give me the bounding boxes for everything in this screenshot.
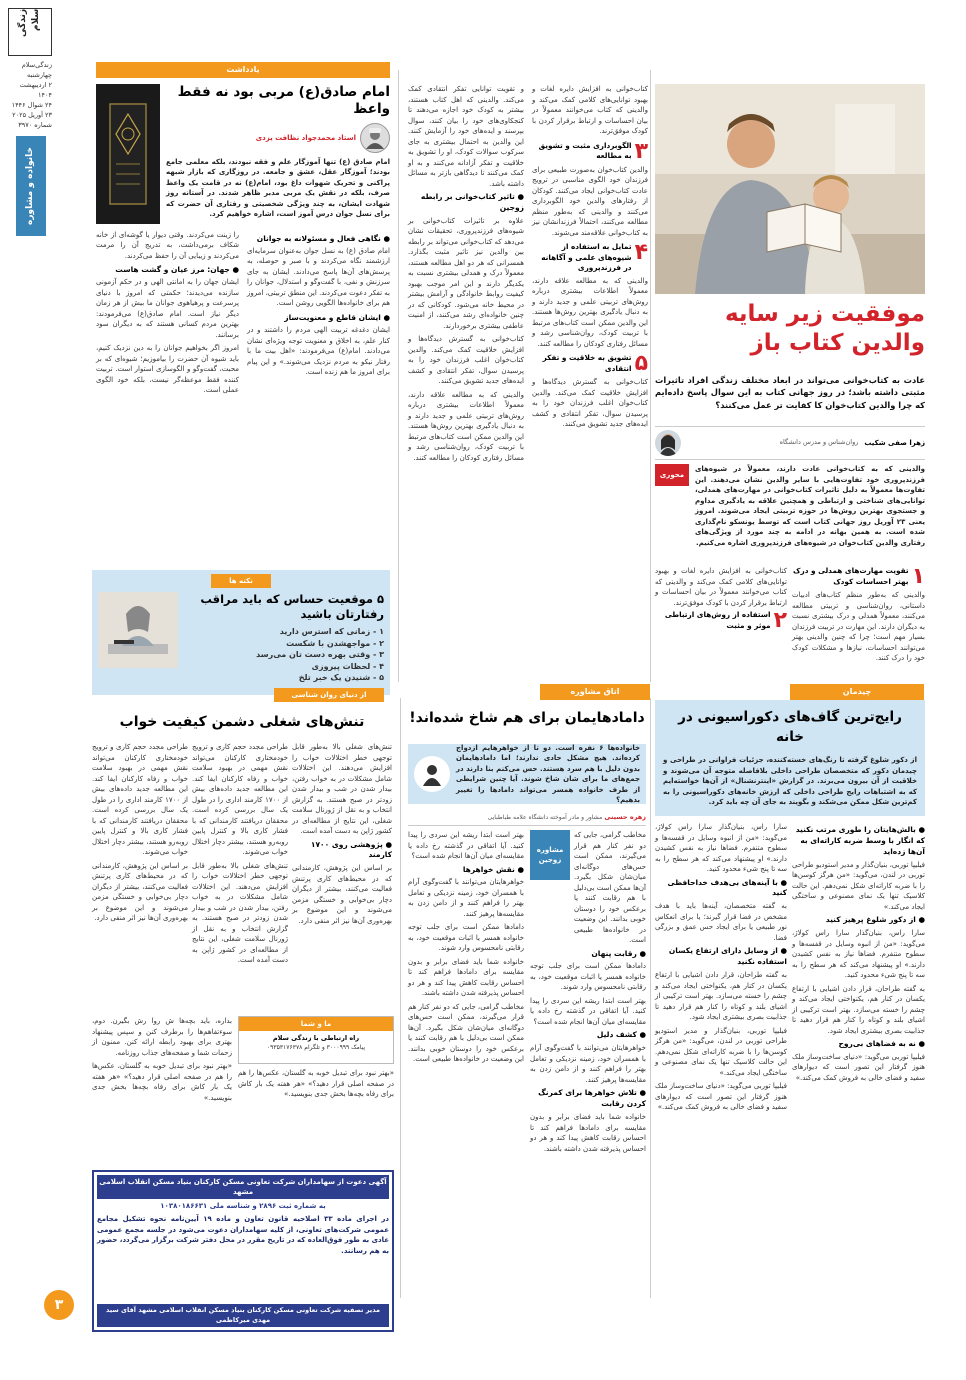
grooms-col-right [530, 830, 646, 1300]
grooms-col-left [408, 830, 524, 1300]
memo-illustration [96, 84, 160, 224]
decor-p4: فیلیپا توربی می‌گوید: «دنیای ساخت‌وساز ملک هنوز گرفتار این تصور است که دیوارهای سفید و فضای خالی به فروش کمک می‌کند.» [792, 1052, 925, 1082]
tip-photo [98, 592, 178, 668]
memo-section [96, 62, 390, 567]
readers-col-b [92, 1016, 232, 1166]
item-text: والدینی که به‌طور منظم کتاب‌های ادبیات داستانی، روان‌شناسی و تربیتی مطالعه می‌کنند، معمولاً همدلی و درک بیشتری نسبت به دیگران دارند. این مهارت در تربیت فرزندان بسیار مهم است؛ چرا که چنین والدینی بهتر می‌توانند احساسات، نیازها و مشکلات کودک خود را درک کنند. [792, 591, 925, 662]
memo-author: استاد محمدجواد نظافت یزدی [255, 133, 356, 142]
main-photo [655, 84, 925, 294]
grooms-p2: دامادها ممکن است برای جلب توجه خانواده همسر یا اثبات موقعیت خود، به رقابتی نامحسوس وارد شوند. [530, 962, 646, 992]
tip-item: ۲ - مواجهشدن با شکست [286, 638, 384, 648]
grooms-author: زهره حسینی مشاور و مادر آموخته دانشگاه علامه طباطبایی [408, 812, 646, 826]
main-col-b [408, 84, 524, 674]
item-number: ۵ [634, 351, 648, 377]
decor-h2: ● از دکور شلوغ پرهیز کنید [825, 915, 925, 925]
memo-h1: ● نگاهی فعال و مسئولانه به جوانان [256, 233, 390, 243]
grooms-p3: بهتر است ابتدا ریشه این سردی را پیدا کنید. آیا اتفاقی در گذشته رخ داده یا مقایسه‌ای میان آن‌ها انجام شده است؟ [530, 996, 646, 1026]
tip-item: ۱ - زمانی که استرس دارید [279, 627, 384, 637]
grooms-p1b: مخاطب گرامی، جایی که دو نفر کنار هم قرار می‌گیرند، ممکن است حس‌های دوگانه‌ای میان‌شان شکل بگیرد. آن‌ها ممکن است بی‌دلیل با هم رقابت کنند یا برعکس خود را دوستان خوبی بدانند. این وضعیت در خانواده‌ها طبیعی است. [408, 1002, 524, 1064]
memo-title: امام صادق(ع) مربی بود نه فقط واعظ [177, 83, 390, 118]
grooms-p4: خواهرهایتان می‌توانند با گفت‌وگوی آرام با همسران خود، زمینه نزدیکی و تعامل بهتر را فراهم کنند و از دامن زدن به مقایسه‌ها پرهیز کنند. [530, 1044, 646, 1084]
masthead-date-greg: ۲۳ آوریل ۲۰۲۵ [12, 111, 52, 120]
main-axis-box [655, 464, 925, 560]
main-axis-text: والدینی که به کتاب‌خوانی عادت دارند، معمولاً در شیوه‌های فرزندپروری خود تفاوت‌هایی با سایر والدین نشان می‌دهند. این تفاوت‌ها معمولاً به دلیل تاثیرات کتاب‌خوانی در مهارت‌های همدلی، توانایی‌های شناختی و ارتباطی و همچنین علاقه به یادگیری مداوم و جستجوی بهترین روش‌ها در حوزه تربیتی ایجاد می‌شوند. امروز یعنی ۲۳ آوریل روز جهانی کتاب است که توسط یونسکو نام‌گذاری شده است. به همین بهانه در ادامه به چند مورد از ویژگی‌های رفتاری والدین کتاب‌خوان در شیوه‌های فرزندپروری اشاره می‌کنیم. [695, 465, 925, 547]
masthead-date-fa: ۲ اردیبهشت ۱۴۰۴ [19, 81, 52, 100]
sleep-col-mid [192, 742, 288, 1007]
main-col-a [532, 84, 648, 674]
decor-p3b: به گفته طراحان، قرار دادن اشیایی با ارتفاع یکسان در کنار هم، یکنواختی ایجاد می‌کند و چشم را خسته می‌سازد. بهتر است ترکیبی از اشیای بلند و کوتاه را کنار هم قرار دهید تا جذابیت بصری بیشتری ایجاد شود. [655, 971, 787, 1021]
decor-p2: سارا راس، بنیان‌گذار سارا راس کولاژ، می‌گوید: «من از انبوه وسایل در قفسه‌ها و سطوح متنفرم. فضاها نیاز به نفس کشیدن دارند.» او پیشنهاد می‌کند که هر سطح را به سه تا پنج شیء محدود کنید. [792, 929, 925, 979]
grooms-p1: مخاطب گرامی، جایی که دو نفر کنار هم قرار می‌گیرند، ممکن است حس‌های دوگانه‌ای میان‌شان شکل بگیرد. آن‌ها ممکن است بی‌دلیل با هم رقابت کنند یا برعکس خود را دوستان خوبی بدانند. این وضعیت در خانواده‌ها طبیعی است. [574, 831, 646, 944]
grooms-p4b: خواهرهایتان می‌توانند با گفت‌وگوی آرام با همسران خود، زمینه نزدیکی و تعامل بهتر را فراهم کنند و از دامن زدن به مقایسه‌ها پرهیز کنند. [408, 878, 524, 918]
masthead-weekday: چهارشنبه [27, 71, 52, 80]
main-items-right [792, 566, 925, 678]
grooms-question-icon [414, 756, 450, 792]
sleep-p3b: بر اساس این پژوهش، کارمندانی که در محیط‌های کاری پرتنش فعالیت می‌کنند، بیشتر از دیگران دچار بی‌خوابی و خستگی مزمن می‌شوند و این موضوع بر بهره‌وری آن‌ها نیز اثر منفی دارد. [92, 861, 188, 922]
main-title-line2: والدین کتاب باز [750, 329, 925, 356]
main-mid-text: و تقویت توانایی تفکر انتقادی کمک می‌کند. والدینی که اهل کتاب هستند، بیشتر به کودک خود اجازه می‌دهند تا کنجکاوی‌های خود را بیان کنند، سوال بپرسند و ایده‌های خود را آزمایش کنند. این والدین به احتمال بیشتری به جای سرکوب سوالات کودک، او را تشویق به خلاقیت و تفکر آزادانه می‌کنند و به او کمک می‌کنند تا دیدگاهی بازتر به مسائل داشته باشد. [408, 85, 524, 188]
grooms-p3b: بهتر است ابتدا ریشه این سردی را پیدا کنید. آیا اتفاقی در گذشته رخ داده یا مقایسه‌ای میان آن‌ها انجام شده است؟ [408, 831, 524, 860]
main-title-line1: موفقیت زیر سایه [724, 301, 925, 327]
decor-p1b: فیلیپا توربی، بنیان‌گذار و مدیر استودیو طراحی توربی در لندن، می‌گوید: «من هرگز کوسن‌ها را با ضربه کاراته‌ای شکل نمی‌دهم. این حالت کلاسیک تنها یک نمای مصنوعی و ساختگی ایجاد می‌کند.» [655, 1026, 787, 1077]
tip-item: ۴ - لحظات پیروزی [311, 661, 384, 671]
sleep-col-right [292, 742, 392, 1007]
decor-p2b: سارا راس، بنیان‌گذار سارا راس کولاژ، می‌گوید: «من از انبوه وسایل در قفسه‌ها و سطوح متنفرم. فضاها نیاز به نفس کشیدن دارند.» او پیشنهاد می‌کند که هر سطح را به سه تا پنج شیء محدود کنید. [655, 823, 787, 873]
readers-text-right-b: «بهتر نبود برای تبدیل خوبه به گلستان، عکس‌ها را هم در صفحه اصلی قرار دهید؟» «هر هفته یک بار کاش برای رفاه بچه‌ها بخش جدی بنویسید.» [92, 1062, 232, 1102]
decor-p5: به گفته متخصصان، آینه‌ها باید با هدف مشخص در فضا قرار گیرند؛ یا برای انعکاس نور طبیعی یا برای ایجاد حس عمق و بزرگی فضا. [655, 902, 787, 942]
decor-col-right [792, 822, 925, 1292]
item-text: کتاب‌خوانی به افزایش دایره لغات و بهبود توانایی‌های کلامی کمک می‌کند و والدینی که کتاب می‌خوانند معمولاً در بیان احساسات و ارتباط برقرار کردن با کودک موفق‌ترند. [532, 85, 648, 135]
memo-p1: امام صادق (ع) به نسل جوان به‌عنوان سرمایه‌ای ارزشمند نگاه می‌کردند و با صبر و حوصله، به پرسش‌های آن‌ها پاسخ می‌دادند. ایشان به جای سرزنش و نفی، با گفت‌وگو و استدلال، جوانان را به تفکر دعوت می‌کردند. این منطق تربیتی، امروز هم برای خانواده‌ها الگویی روشن است. [247, 246, 390, 308]
readers-box [238, 1016, 394, 1064]
memo-lead: امام صادق (ع) تنها آموزگار علم و فقه نبودند، بلکه معلمی جامع بودند؛ آموزگار عقل، عشق و جامعه. در روزگاری که بازار شبهه پراکنی و تحریک شهوات داغ بود، امام(ع) نه در قامت یک واعظ صرف، بلکه در نقش یک مربی مدبر ظاهر شدند. در آستانه روز شهادت ایشان، به چند ویژگی شخصیتی و رفتاری آن حضرت که برای نسل جوان درس آموز است، اشاره خواهیم کرد. [166, 157, 390, 219]
main-mid-text3: کتاب‌خوانی به گسترش دیدگاه‌ها و افزایش خلاقیت کمک می‌کند. والدین کتاب‌خوان اغلب فرزندان خود را به پرسیدن سوال، تفکر انتقادی و کشف ایده‌های جدید تشویق می‌کنند. [408, 335, 524, 386]
sleep-p3: بر اساس این پژوهش، کارمندانی که در محیط‌های کاری پرتنش فعالیت می‌کنند، بیشتر از دیگران دچار بی‌خوابی و خستگی مزمن می‌شوند و این موضوع بر بهره‌وری آن‌ها نیز اثر منفی دارد. [292, 864, 392, 925]
masthead-issue: شماره ۳۹۷۰ [18, 121, 52, 130]
grooms-h2: ● کشف دلیل [596, 1030, 646, 1040]
decor-h1: ● بالش‌هایتان را طوری مرتب نکنید که انگار با وسط ضربه کاراته‌ای به آن‌ها زده‌اید [795, 825, 925, 856]
memo-kicker: یادداشت [96, 62, 390, 78]
sleep-p2: طراحی مجدد حجم کاری و ترویج خودمختاری کارکنان می‌تواند نقش مهمی در بهبود سلامت خواب و رفاه کارکنان ایفا کند. این مطالعه جدید داده‌های بیش از ۱۷۰۰ کارمند اداری را در طول یک سال بررسی کرده است. محققان دریافتند کارمندانی که با فشار کاری بالا و کنترل پایین روبه‌رو هستند، بیشتر دچار اختلال خواب می‌شوند. [192, 743, 288, 856]
notice-ad [92, 1170, 394, 1332]
grooms-p5: خانواده شما باید فضای برابر و بدون مقایسه برای دامادها فراهم کند تا احساس رقابت کاهش پیدا کند و هر دو احساس پذیرفته شدن داشته باشند. [530, 1113, 646, 1153]
grooms-h3: ● نقش خواهرها [462, 864, 524, 874]
memo-h3: ● جهان: مرز عیان و گشت هاست [115, 265, 239, 275]
memo-p2: ایشان دغدغه تربیت الهی مردم را داشتند و در کنار علم، به اخلاق و معنویت توجه ویژه‌ای نشان می‌دادند. امام(ع) می‌فرمودند: «اهل بیت ما با رفتار نیکو به مردم نزدیک می‌شوند.» و این پیام برای امروز ما هم زنده است. [247, 326, 390, 377]
tip-item: ۵ - شنیدن یک خبر تلخ [298, 673, 384, 683]
item-number: ۳ [634, 138, 648, 164]
logo: زندگی سلام [8, 8, 52, 56]
decor-kicker-top: چیدمان [790, 684, 924, 700]
decor-h4: ● نه به فضاهای بی‌روح [838, 1039, 925, 1048]
divider [650, 70, 651, 682]
main-title-block [655, 300, 925, 358]
main-mid-text2: علاوه بر تاثیرات کتاب‌خوانی بر شیوه‌های فرزندپروری، تحقیقات نشان می‌دهد که کتاب‌خوانی می‌تواند بر رابطه بین والدین نیز تاثیر مثبت بگذارد. همسرانی که هر دو اهل مطالعه هستند، معمولاً درک و همدلی بیشتری نسبت به یکدیگر دارند و این امر موجب بهبود کیفیت روابط خانوادگی و آرامش بیشتر در محیط خانه می‌شود. کودکانی که در چنین خانواده‌ای رشد می‌کنند، از امنیت عاطفی بیشتری برخوردارند. [408, 216, 524, 330]
divider [400, 698, 401, 1298]
notice-text: در اجرای ماده ۳۳ اصلاحیه قانون تعاون و ماده ۱۹ آیین‌نامه نحوه تشکیل مجامع عمومی شرکت‌های تعاونی، از کلیه سهامداران دعوت می‌شود در جلسه مجمع عمومی عادی به طور فوق‌العاده که در تاریخ مقرر در محل دفتر شرکت برگزار می‌گردد، حضور به هم رسانند. [97, 1215, 390, 1255]
readers-text-right: «بهتر نبود برای تبدیل خوبه به گلستان، عکس‌ها را هم در صفحه اصلی قرار دهید؟» «هر هفته یک بار کاش برای رفاه بچه‌ها بخش جدی بنویسید.» [238, 1069, 394, 1098]
readers-line2: پیامک ۳۰۰۰۹۹۹ و تلگرام ۰۹۳۵۳۱۷۶۳۷۸ [266, 1043, 366, 1051]
item-title: تقویت مهارت‌های همدلی و درک بهتر احساسات کودک [793, 566, 909, 586]
sleep-p1b: تنش‌های شغلی بالا به‌طور قابل توجهی خطر اختلالات خواب را افزایش می‌دهند. این اختلالات شامل مشکلات در به خواب رفتن، بیدار شدن در شب و بیدار شدن زودتر در صبح هستند. به گزارش انتخاب و به نقل از ژورنال سلامت شغلی، این نتایج از مطالعه‌ای در کشور ژاپن به دست آمده است. [192, 861, 288, 964]
memo-p4: ایشان جهان را به امانتی الهی و در حکم آزمونی سازنده می‌دیدند؛ حکمتی که امروز با دنیای پرسرعت و پرهیاهوی جوانان ما بیش از هر زمان دیگر نیاز است. امام صادق(ع) می‌فرمودند: بهترین مردم کسانی هستند که به دیگران سود برسانند. [96, 278, 239, 339]
memo-h2: ● ایشان قاطع و معنویت‌ساز [284, 312, 390, 322]
main-author: زهرا صفی شکیب روان‌شناس و مدرس دانشگاه [655, 426, 925, 460]
page-number: ۳ [44, 1290, 74, 1320]
grooms-p5b: خانواده شما باید فضای برابر و بدون مقایسه برای دامادها فراهم کند تا احساس رقابت کاهش پیدا کند و هر دو احساس پذیرفته شدن داشته باشند. [408, 957, 524, 998]
decor-h3: ● از وسایل دارای ارتفاع یکسان استفاده نکنید [668, 946, 787, 967]
decor-p1: فیلیپا توربی، بنیان‌گذار و مدیر استودیو طراحی توربی در لندن، می‌گوید: «من هرگز کوسن‌ها را با ضربه کاراته‌ای شکل نمی‌دهم. این حالت کلاسیک تنها یک نمای مصنوعی و ساختگی ایجاد می‌کند.» [792, 860, 925, 911]
readers-kicker: ما و شما [239, 1017, 393, 1031]
item-number: ۱ [911, 564, 925, 589]
tip-section [92, 570, 390, 699]
masthead-strip [8, 8, 52, 1338]
decor-header [655, 700, 925, 816]
notice-reg: به شماره ثبت ۲۸۹۶ و شناسه ملی ۱۰۳۸۰۱۸۶۶۳۱ [160, 1202, 326, 1211]
grooms-h4: ● تلاش خواهرها برای کمرنگ کردن رقابت [538, 1088, 646, 1109]
decor-p3: به گفته طراحان، قرار دادن اشیایی با ارتفاع یکسان در کنار هم، یکنواختی ایجاد می‌کند و چشم را خسته می‌سازد. بهتر است ترکیبی از اشیای بلند و کوتاه را کنار هم قرار دهید تا جذابیت بصری بیشتری ایجاد شود. [792, 984, 925, 1035]
sleep-p2b: طراحی مجدد حجم کاری و ترویج خودمختاری کارکنان می‌تواند نقش مهمی در بهبود سلامت خواب و رفاه کارکنان ایفا کند. این مطالعه جدید داده‌های بیش از ۱۷۰۰ کارمند اداری را در طول یک سال بررسی کرده است. محققان دریافتند کارمندانی که با فشار کاری بالا و کنترل پایین روبه‌رو هستند، بیشتر دچار اختلال خواب می‌شوند. [92, 743, 188, 856]
item-text: والدین کتاب‌خوان به‌صورت طبیعی برای فرزندان خود الگوی مناسبی در ترویج عادت کتاب‌خوانی ایجاد می‌کنند. کودکان از رفتارهای والدین خود الگوبرداری می‌کنند و والدینی که به‌طور منظم مطالعه می‌کنند، احتمالاً فرزندانشان نیز به کتاب‌خوانی علاقه‌مند می‌شوند. [532, 165, 648, 237]
sleep-p1: تنش‌های شغلی بالا به‌طور قابل توجهی خطر اختلالات خواب را افزایش می‌دهند. این اختلالات شامل مشکلات در به خواب رفتن، بیدار شدن در شب و بیدار شدن زودتر در صبح هستند. به گزارش انتخاب و به نقل از ژورنال سلامت شغلی، این نتایج از مطالعه‌ای در کشور ژاپن به دست آمده است. [292, 743, 392, 835]
section-tab: خانواده و مشاوره [16, 136, 46, 236]
item-title: تشویق به خلاقیت و تفکر انتقادی [542, 353, 632, 373]
item-title: تمایل به استفاده از شیوه‌های علمی و آگاهانه در فرزندپروری [541, 242, 632, 273]
notice-title: آگهی دعوت از سهامداران شرکت تعاونی مسکن کارکنان بنیاد مسکن انقلاب اسلامی مشهد [97, 1175, 389, 1199]
item-text: والدینی که به مطالعه علاقه دارند، معمولاً اطلاعات بیشتری درباره روش‌های تربیتی علمی و جدید دارند و به دنبال یادگیری بهترین روش‌ها هستند. این والدین ممکن است کتاب‌های مرتبط با تربیت کودک، روان‌شناسی رشد و مسائل رفتاری کودکان را مطالعه کنند. [532, 276, 648, 348]
decor-p4b: فیلیپا توربی می‌گوید: «دنیای ساخت‌وساز ملک هنوز گرفتار این تصور است که دیوارهای سفید و فضای خالی به فروش کمک می‌کند.» [655, 1082, 787, 1111]
item-number: ۴ [634, 240, 648, 265]
tip-item: ۳ - وقتی بهره دست تان می‌رسد [256, 650, 384, 660]
main-axis-label: محوری [655, 464, 689, 486]
item-title: استفاده از روش‌های ارتباطی موثر و مثبت [664, 610, 771, 630]
main-mid-text4: والدینی که به مطالعه علاقه دارند، معمولاً اطلاعات بیشتری درباره روش‌های تربیتی علمی و جدید دارند و به دنبال یادگیری بهترین روش‌ها هستند. این والدین ممکن است کتاب‌های مرتبط با تربیت کودک، روان‌شناسی رشد و مسائل رفتاری کودکان را مطالعه کنند. [408, 390, 524, 462]
grooms-h1: ● رقابت پنهان [591, 948, 646, 958]
main-author-avatar [655, 430, 681, 456]
item-text: کتاب‌خوانی به گسترش دیدگاه‌ها و افزایش خلاقیت کمک می‌کند. والدین کتاب‌خوان اغلب فرزندان خود را به پرسیدن سوال، تفکر انتقادی و کشف ایده‌های جدید تشویق می‌کنند. [532, 378, 648, 429]
readers-text-left: بداره، باید بچه‌ها ش روا رش بگیرن. دوم، سوءتفاهم‌ها را برطرف کنن و سپس پیشنهاد بهتری برای بهبود رابطه ارائه کنن. ممنون از زحمات شما و صفحه‌های جذاب روزنامه. [92, 1017, 232, 1057]
tip-source: از دنیای روان شناسی [274, 688, 384, 702]
main-lead: عادت به کتاب‌خوانی می‌تواند در ابعاد مختلف زندگی افراد تاثیرات مثبتی داشته باشد؛ در روز جهانی کتاب به این سوال پاسخ داده‌ایم که چرا والدین کتاب‌خوان کا کفایت تر عمل می‌کنند؟ [655, 375, 925, 410]
divider [398, 70, 399, 682]
tip-title: ۵ موقعیت حساس که باید مراقب رفتارتان باشید [200, 592, 384, 622]
tip-kicker: نکته ها [211, 574, 271, 588]
grooms-title: دامادهایمان برای هم شاخ شده‌اند! [409, 710, 645, 726]
decor-h5: ● با آینه‌های بی‌هدف خداحافظی کنید [667, 877, 787, 898]
grooms-p2b: دامادها ممکن است برای جلب توجه خانواده همسر یا اثبات موقعیت خود، به رقابتی نامحسوس وارد شوند. [408, 923, 524, 953]
decor-lead: از دکور شلوغ گرفته تا رنگ‌های خسته‌کننده، جزئیات فراوانی در طراحی و چیدمان دکور که متخصصان طراحی داخلی بلافاصله متوجه آن می‌شوند و خلاقیت از آن بیرون می‌برند. در گزارش «اینترنشنال» از آن‌ها خواسته‌ایم که به اشتباهات رایج طراحی داخلی که ارزش خانه‌های دکوراسیونی را به کم‌ترین شکل ممکن می‌شکند و بگویند به جای آن چه باید کرد. [663, 756, 917, 807]
memo-p5: امروز اگر بخواهیم جوانان را به دین نزدیک کنیم، باید شیوه آن حضرت را بیاموزیم؛ شیوه‌ای که بر محبت، گفت‌وگو و الگوسازی استوار است. تربیت کننده فقط موعظه‌گر نیست، بلکه خود الگوی عملی است. [96, 344, 239, 395]
decor-title: رایج‌ترین گاف‌های دکوراسیونی در خانه [678, 709, 902, 745]
readers-col-a [238, 1068, 394, 1168]
grooms-box: مشاوره زوجین [530, 830, 570, 880]
item-title: الگوبرداری مثبت و تشویق به مطالعه [538, 140, 632, 161]
sleep-h1: ● پژوهشی روی ۱۷۰۰ کارمند [310, 839, 392, 860]
sleep-col-left [92, 742, 188, 1007]
masthead-date-hijri: ۲۴ شوال ۱۴۴۶ [11, 101, 52, 110]
item-text: کتاب‌خوانی به افزایش دایره لغات و بهبود توانایی‌های کلامی کمک می‌کند و والدینی که کتاب می‌خوانند معمولاً در بیان احساسات و ارتباط برقرار کردن با کودک موفق‌ترند. [655, 567, 787, 607]
sleep-title: تنش‌های شغلی دشمن کیفیت خواب [119, 714, 365, 730]
main-items-right-2 [655, 566, 787, 678]
item-number: ۲ [773, 608, 787, 633]
readers-line1: راه ارتباطی با زندگی سلام [272, 1034, 360, 1043]
memo-p3: را زینت می‌کردند. وقتی دیوار یا گوشه‌ای از خانه شکاف برمی‌داشت، به تدریج آن را مرمت می‌کردند و زیبایی آن را حفظ می‌کردند. [96, 230, 239, 260]
grooms-question: خانواده‌ها ۶ نفره است. دو تا از خواهرهایم ازدواج کرده‌اند. هیچ مشکل حادی ندارند؛ اما دامادهایمان بدون دلیل با هم سرد هستند. حس می‌کنم بنا دارند در جمع‌های ما برای شان شاخ شوند. آیا چنین شرایطی از طرف خانواده همسر می‌تواند داماد‌ها را تغییر بدهیم؟ [408, 744, 646, 804]
divider [650, 698, 651, 1298]
main-footer-kicker: اتاق مشاوره [540, 684, 650, 700]
decor-col-left [655, 822, 787, 1292]
notice-footer: مدیر تصفیه شرکت تعاونی مسکن کارکنان بنیاد مسکن انقلاب اسلامی مشهد آقای سید مهدی میرکاظمی [97, 1304, 389, 1327]
memo-author-avatar [360, 123, 390, 153]
main-mid-h: ● تاثیر کتاب‌خوانی بر رابطه زوجین [420, 192, 524, 212]
masthead-subtitle: زندگی‌سلام [21, 61, 52, 69]
